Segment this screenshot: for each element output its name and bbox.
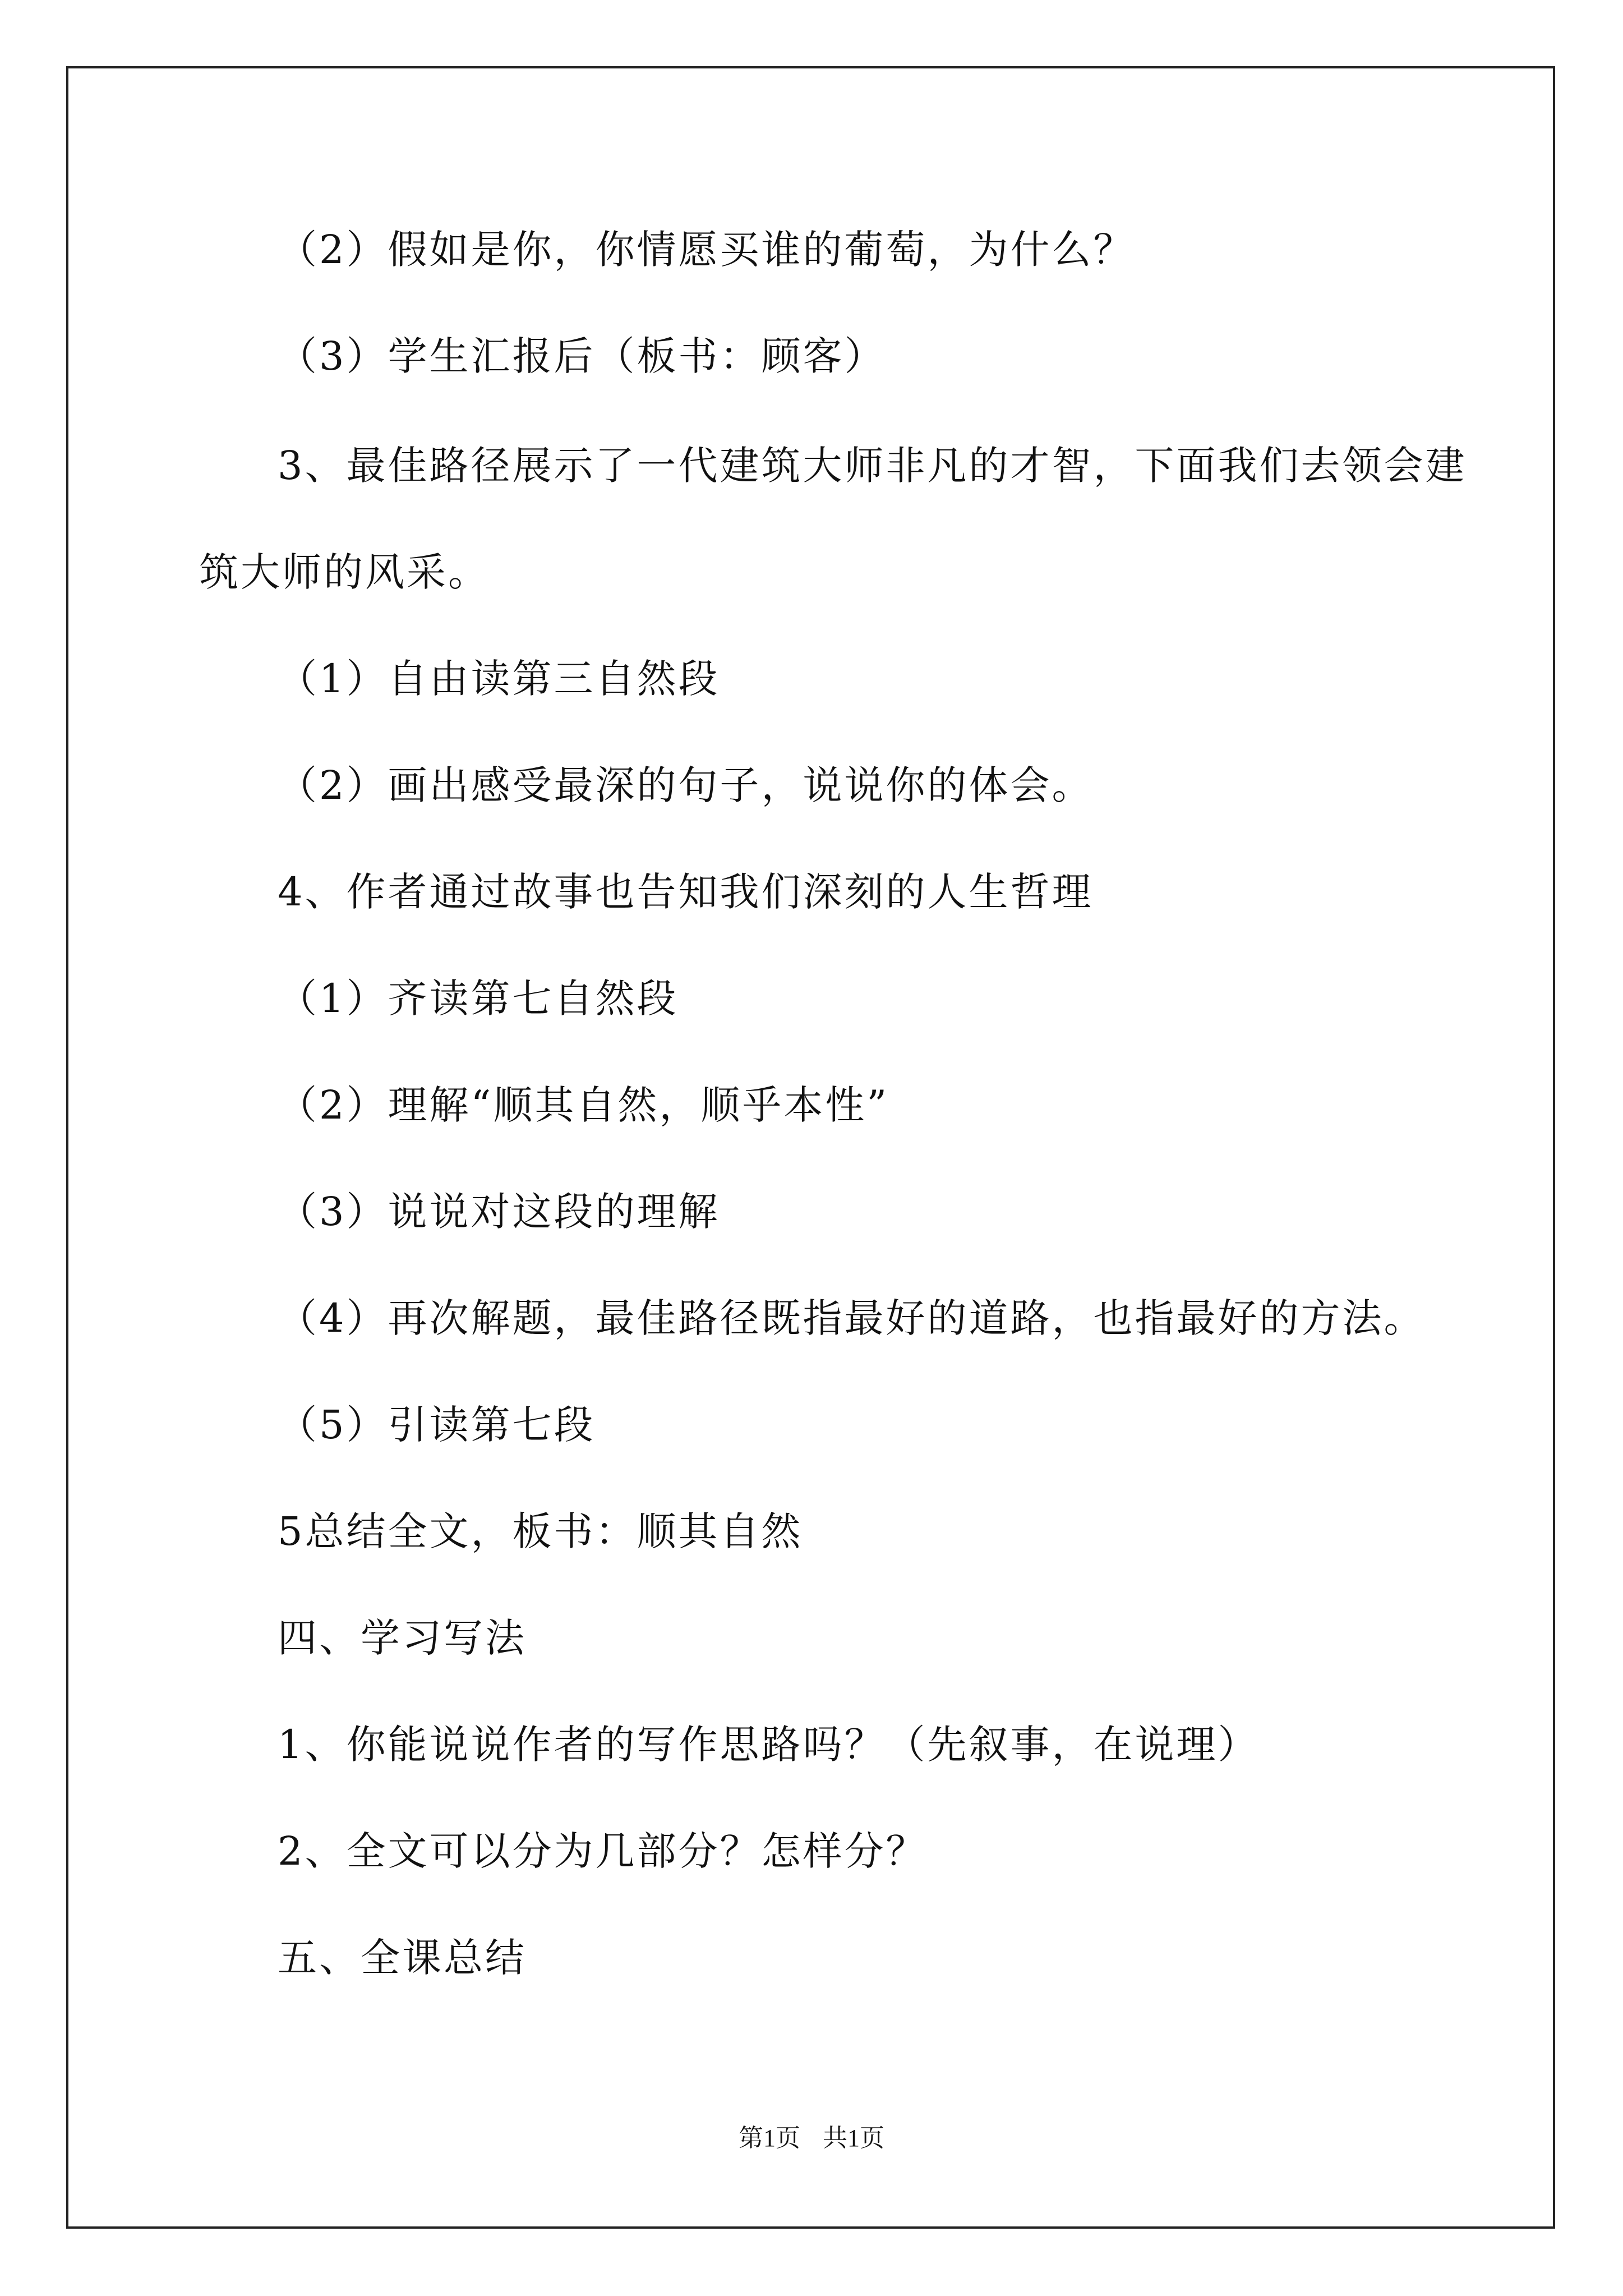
paragraph-line: 筑大师的风采。 <box>199 549 490 595</box>
section-heading: 五、全课总结 <box>278 1935 527 1981</box>
paragraph-line: （2）假如是你，你情愿买谁的葡萄，为什么？ <box>278 227 1135 273</box>
paragraph-line: 3、最佳路径展示了一代建筑大师非凡的才智，下面我们去领会建 <box>278 443 1467 489</box>
paragraph-line: （4）再次解题，最佳路径既指最好的道路，也指最好的方法。 <box>278 1295 1426 1341</box>
page-footer <box>0 2126 1623 2151</box>
paragraph-line: （3）学生汇报后（板书：顾客） <box>278 333 886 379</box>
paragraph-line: （3）说说对这段的理解 <box>278 1189 720 1235</box>
page-number: 第1页 <box>739 2124 800 2152</box>
paragraph-line: 1、你能说说作者的写作思路吗？（先叙事，在说理） <box>278 1722 1260 1768</box>
section-heading: 四、学习写法 <box>278 1615 527 1661</box>
paragraph-line: （2）画出感受最深的句子，说说你的体会。 <box>278 762 1094 808</box>
paragraph-line: （1）齐读第七自然段 <box>278 976 679 1022</box>
paragraph-line: （5）引读第七段 <box>278 1402 596 1448</box>
paragraph-line: （1）自由读第三自然段 <box>278 656 720 702</box>
paragraph-line: （2）理解“顺其自然，顺乎本性” <box>278 1082 889 1128</box>
paragraph-line: 5总结全文，板书：顺其自然 <box>278 1508 803 1554</box>
page-total: 共1页 <box>823 2124 884 2152</box>
paragraph-line: 4、作者通过故事也告知我们深刻的人生哲理 <box>278 869 1094 915</box>
paragraph-line: 2、全文可以分为几部分？怎样分？ <box>278 1828 928 1874</box>
page-border <box>66 66 1555 2229</box>
